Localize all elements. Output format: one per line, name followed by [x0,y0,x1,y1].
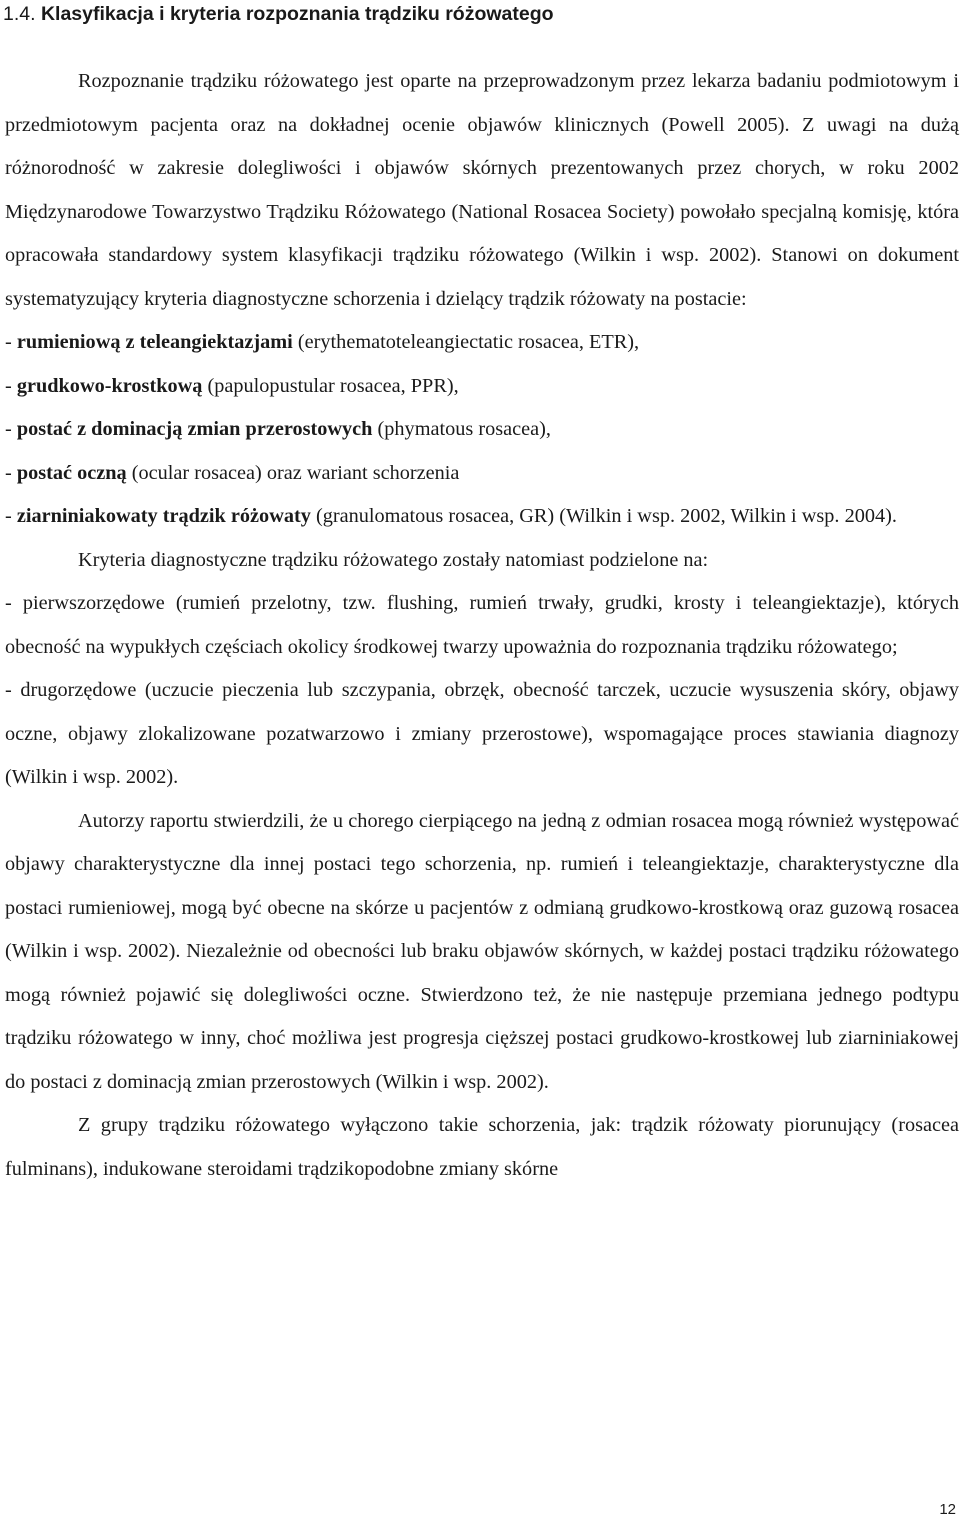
form-name: postać z dominacją zmian przerostowych [16,418,373,440]
form-name: postać oczną [16,461,127,484]
form-item [5,365,959,409]
form-item [5,321,959,365]
form-description: (erythematoteleangiectatic rosacea, ETR), [292,331,640,353]
form-dash: - [5,331,17,353]
form-item [5,495,959,539]
criteria-item: - pierwszorzędowe (rumień przelotny, tzw. flushing, rumień trwały, grudki, krosty i teleangiektazje), których obecność na wypukłych częściach okolicy środkowej twarzy upoważnia do rozpoznania trądziku różowatego; [5,592,959,658]
body-text [5,60,959,1191]
form-dash: - [5,461,17,484]
paragraph-report: Autorzy raportu stwierdzili, że u chorego cierpiącego na jedną z odmian rosacea mogą również występować objawy charakterystyczne dla innej postaci tego schorzenia, np. rumień i teleangiektazje, charakterystyczne dla postaci rumieniowej, mogą być obecne na skórze u pacjentów z odmianą grudkowo-krostkową oraz guzową rosacea (Wilkin i wsp. 2002). Niezależnie od obecności lub braku objawów skórnych, w każdej postaci trądziku różowatego mogą również pojawić się dolegliwości oczne. Stwierdzono też, że nie następuje przemiana jednego podtypu trądziku różowatego w inny, choć możliwa jest progresja cięższej postaci grudkowo-krostkowej lub ziarniniakowej do postaci z dominacją zmian przerostowych (Wilkin i wsp. 2002). [5,809,959,1093]
section-title: Klasyfikacja i kryteria rozpoznania trądziku różowatego [40,3,554,25]
form-name: rumieniową z teleangiektazjami [16,331,293,353]
criteria-item: - drugorzędowe (uczucie pieczenia lub szczypania, obrzęk, obecność tarczek, uczucie wysuszenia skóry, objawy oczne, objawy zlokalizowane pozatwarzowo i zmiany przerostowe), wspomagające proces stawiania diagnozy (Wilkin i wsp. 2002). [5,679,959,788]
page-number: 12 [939,1501,956,1518]
form-item [5,452,959,496]
paragraph-criteria-intro: Kryteria diagnostyczne trądziku różowatego zostały natomiast podzielone na: [78,548,709,571]
section-number: 1.4. [3,3,36,25]
form-description: (phymatous rosacea), [372,418,551,440]
paragraph-exclusions: Z grupy trądziku różowatego wyłączono takie schorzenia, jak: trądzik różowaty piorunujący (rosacea fulminans), indukowane steroidami trądzikopodobne zmiany skórne [5,1114,959,1180]
form-item [5,408,959,452]
form-description: (ocular rosacea) oraz wariant schorzenia [126,461,460,484]
form-dash: - [5,505,17,527]
form-description: (granulomatous rosacea, GR) (Wilkin i wsp. 2002, Wilkin i wsp. 2004). [310,505,897,527]
form-name: grudkowo-krostkową [16,374,203,397]
form-dash: - [5,374,17,397]
section-heading [3,0,953,28]
form-name: ziarniniakowaty trądzik różowaty [16,505,311,527]
form-description: (papulopustular rosacea, PPR), [202,374,459,397]
form-dash: - [5,418,17,440]
paragraph-intro: Rozpoznanie trądziku różowatego jest oparte na przeprowadzonym przez lekarza badaniu podmiotowym i przedmiotowym pacjenta oraz na dokładnej ocenie objawów klinicznych (Powell 2005). Z uwagi na dużą różnorodność w zakresie dolegliwości i objawów skórnych prezentowanych przez chorych, w roku 2002 Międzynarodowe Towarzystwo Trądziku Różowatego (National Rosacea Society) powołało specjalną komisję, która opracowała standardowy system klasyfikacji trądziku różowatego (Wilkin i wsp. 2002). Stanowi on dokument systematyzujący kryteria diagnostyczne schorzenia i dzielący trądzik różowaty na postacie: [5,70,959,310]
